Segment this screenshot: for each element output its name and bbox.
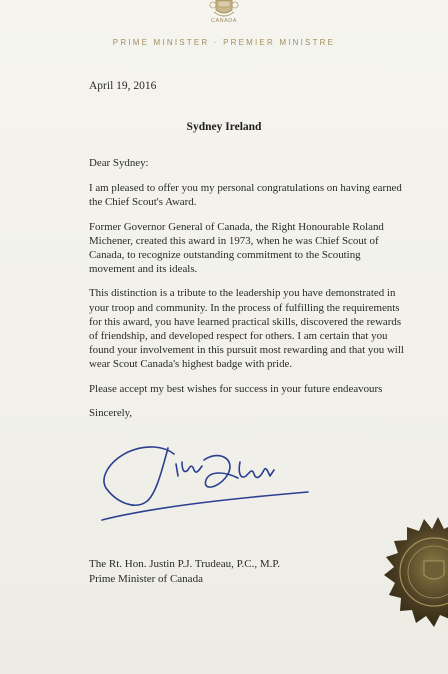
recipient-name: Sydney Ireland [186,121,262,133]
paragraph-award-history: Former Governor General of Canada, the Right Honourable Roland Michener, created this award in 1973, when he was Chief Scout of Canada, to recognize outstanding commitment to the Scouting movement and its ideals. [89,220,384,276]
handwritten-signature [98,440,313,530]
paragraph-congratulations: I am pleased to offer you my personal congratulations on having earned the Chief Scout's Award. [89,182,402,209]
salutation: Dear Sydney: [89,157,149,169]
paragraph-distinction: This distinction is a tribute to the leadership you have demonstrated in your troop and community. In the process of fulfilling the requirements for this award, you have learned practical skills, discovered the rewards of friendship, and developed respect for others. I am certain that you found your involvement in this pursuit most rewarding and that you will wear Scout Canada's highest badge with pride. [89,287,404,371]
office-title: PRIME MINISTER · PREMIER MINISTRE [112,38,336,47]
letter-body [89,156,409,420]
signatory-title: Prime Minister of Canada [89,572,203,585]
crest-caption: CANADA [211,18,237,24]
closing: Sincerely, [89,406,133,419]
signatory-name: The Rt. Hon. Justin P.J. Trudeau, P.C., M.P. [89,558,281,570]
signatory-block [89,557,280,586]
paragraph-best-wishes: Please accept my best wishes for success in your future endeavours [89,382,383,395]
gold-seal-icon [364,517,448,667]
letter-date: April 19, 2016 [89,80,157,92]
